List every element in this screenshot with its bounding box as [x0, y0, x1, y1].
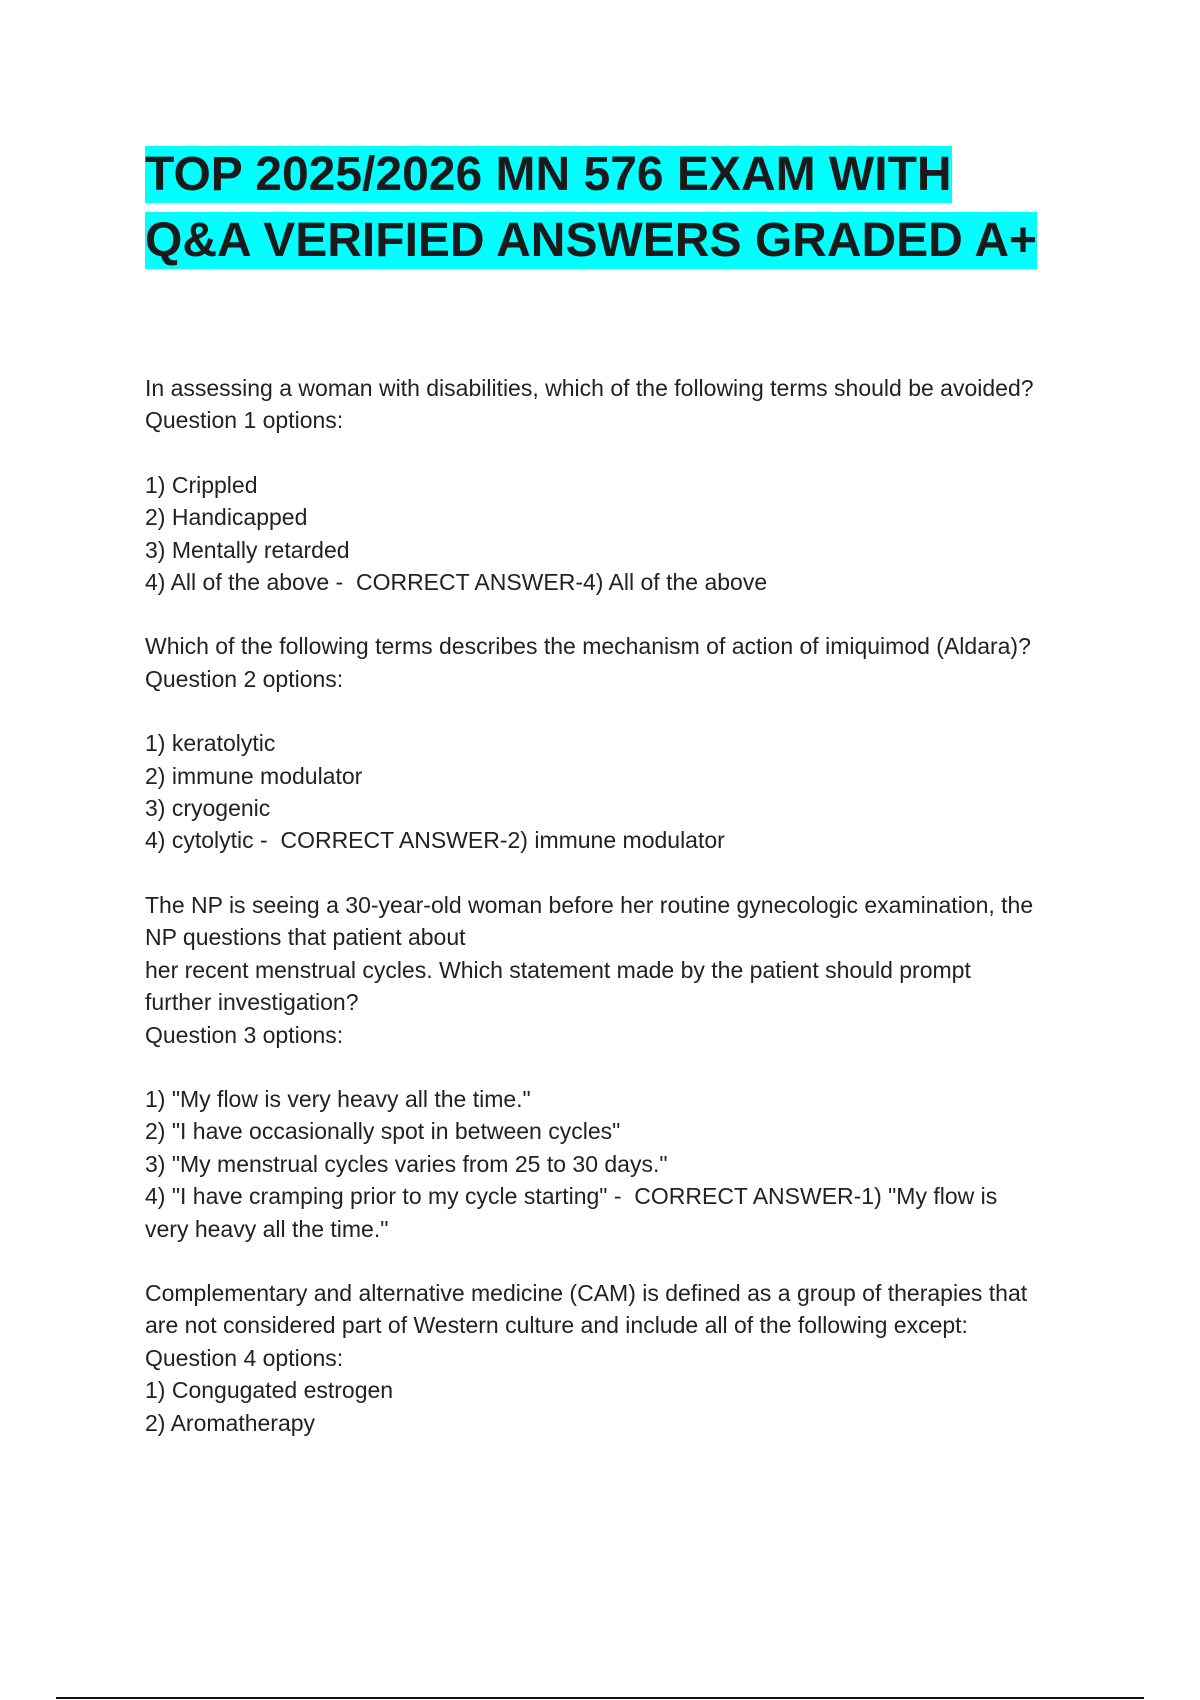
- blank-line: [145, 695, 1095, 727]
- question-options-label: Question 1 options:: [145, 407, 344, 434]
- question-1: [145, 372, 1095, 598]
- blank-line: [145, 598, 1095, 630]
- question-option: 3) cryogenic: [145, 795, 271, 822]
- question-2: [145, 630, 1095, 856]
- page-bottom-rule: [56, 1697, 1144, 1699]
- question-stem-line: further investigation?: [145, 989, 359, 1016]
- blank-line: [145, 1245, 1095, 1277]
- question-options-label: Question 4 options:: [145, 1344, 344, 1371]
- question-option: 1) "My flow is very heavy all the time.": [145, 1085, 531, 1112]
- question-stem-line: her recent menstrual cycles. Which statement made by the patient should prompt: [145, 956, 971, 983]
- question-stem-line: The NP is seeing a 30-year-old woman before her routine gynecologic examination, the: [145, 891, 1034, 918]
- question-stem-line: Complementary and alternative medicine (CAM) is defined as a group of therapies that: [145, 1279, 1028, 1306]
- question-option: 3) "My menstrual cycles varies from 25 to 30 days.": [145, 1150, 668, 1177]
- question-option: 2) Aromatherapy: [145, 1409, 316, 1436]
- question-stem-line: NP questions that patient about: [145, 924, 466, 951]
- question-list: [145, 372, 1095, 1439]
- question-option: 3) Mentally retarded: [145, 536, 350, 563]
- blank-line: [145, 1051, 1095, 1083]
- question-option-with-answer: 4) cytolytic - CORRECT ANSWER-2) immune modulator: [145, 827, 725, 854]
- question-options-label: Question 3 options:: [145, 1021, 344, 1048]
- question-options-label: Question 2 options:: [145, 665, 344, 692]
- question-stem-line: are not considered part of Western culture and include all of the following except:: [145, 1312, 968, 1339]
- blank-line: [145, 857, 1095, 889]
- question-3: [145, 889, 1095, 1245]
- question-option-with-answer: 4) All of the above - CORRECT ANSWER-4) All of the above: [145, 569, 768, 596]
- title-line-2: Q&A VERIFIED ANSWERS GRADED A+: [145, 214, 1038, 267]
- question-option: 2) "I have occasionally spot in between cycles": [145, 1118, 621, 1145]
- question-option: 1) keratolytic: [145, 730, 276, 757]
- question-option: 2) immune modulator: [145, 762, 363, 789]
- question-stem-line: In assessing a woman with disabilities, which of the following terms should be avoided?: [145, 375, 1034, 401]
- question-option: 2) Handicapped: [145, 504, 308, 531]
- blank-line: [145, 437, 1095, 469]
- question-option: 1) Crippled: [145, 471, 258, 498]
- document-title: [145, 142, 1105, 274]
- question-stem-line: Which of the following terms describes the mechanism of action of imiquimod (Aldara)?: [145, 633, 1031, 660]
- question-option-with-answer: very heavy all the time.": [145, 1215, 389, 1242]
- title-line-1: TOP 2025/2026 MN 576 EXAM WITH: [145, 148, 952, 201]
- question-option: 1) Congugated estrogen: [145, 1377, 394, 1404]
- question-option-with-answer: 4) "I have cramping prior to my cycle starting" - CORRECT ANSWER-1) "My flow is: [145, 1183, 998, 1210]
- question-4: [145, 1277, 1095, 1439]
